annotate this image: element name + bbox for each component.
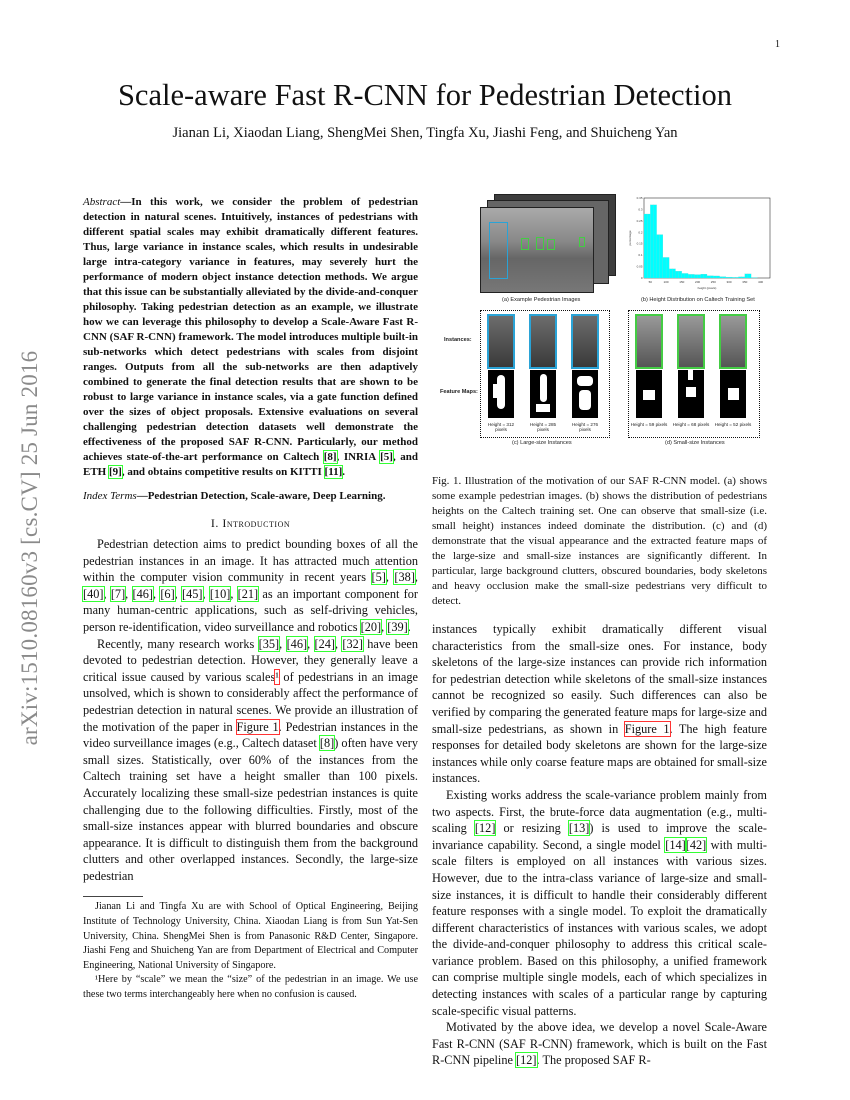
footnotes — [83, 896, 418, 1002]
large-instance — [529, 314, 557, 369]
large-pedestrian-box — [489, 222, 508, 279]
paragraph: Existing works address the scale-variance problem mainly from two aspects. First, the brute-force data augmentation (e.g., multi-scaling [12] or resizing [13]) is used to improve the scale-invariance capability. Second, a single model [14][42] with multi-scale filters is employed on all instances with various sizes. However, due to the intra-class variance of large-size and small-size instances, it is difficult to handle their considerably different feature responses with a single model. To exploit the dramatically different characteristics of instances with various scales, we adopt the divide-and-conquer philosophy to address this critical scale-variance problem. Based on this philosophy, a unified framework can comprise multiple single models, each of which specializes in detecting instances with scales of a particular range by capturing scale-specific visual patterns. — [432, 787, 767, 1018]
x-tick-label: 350 — [742, 280, 748, 284]
large-size-panel — [480, 310, 610, 438]
citation-link[interactable]: [42] — [685, 837, 707, 852]
left-column-body — [83, 536, 418, 884]
footnote-1: ¹Here by “scale” we mean the “size” of the pedestrian in an image. We use these two terms interchangeably here when no confusion is caused. — [83, 974, 418, 1001]
x-tick-label: 50 — [648, 280, 652, 284]
paper-title: Scale-aware Fast R-CNN for Pedestrian Detection — [117, 78, 733, 112]
small-instance — [635, 314, 663, 369]
small-pedestrian-box — [536, 237, 544, 250]
small-feature-map — [636, 370, 662, 418]
x-tick-label: 200 — [695, 280, 701, 284]
citation-link[interactable]: [5] — [371, 570, 386, 585]
citation-link[interactable]: [12] — [474, 821, 496, 836]
citation-link[interactable]: [39] — [387, 619, 408, 634]
small-feature-map — [678, 370, 704, 418]
y-tick-label: 0.25 — [636, 218, 643, 223]
y-tick-label: 0.1 — [638, 253, 643, 258]
histogram-bar — [657, 235, 660, 278]
large-instance — [571, 314, 599, 369]
y-tick-label: 0.2 — [638, 230, 643, 235]
large-height-1: Height = 312 pixels — [487, 422, 515, 433]
figure-link[interactable]: Figure 1 — [624, 721, 670, 736]
histogram-bar — [704, 274, 707, 278]
histogram-bar — [707, 276, 710, 278]
y-tick-label: 0.3 — [638, 207, 643, 212]
histogram-bar — [688, 274, 691, 278]
histogram-bar — [691, 274, 694, 278]
histogram-bar — [694, 275, 697, 278]
figure-link[interactable]: Figure 1 — [236, 719, 279, 734]
citation-link[interactable]: [46] — [286, 636, 308, 651]
histogram-bar — [663, 257, 666, 278]
histogram-bar — [676, 271, 679, 278]
y-tick-label: 0.35 — [636, 196, 643, 200]
citation-link[interactable]: [9] — [108, 466, 122, 478]
index-terms: Index Terms—Pedestrian Detection, Scale-aware, Deep Learning. — [83, 490, 386, 502]
x-tick-label: 150 — [679, 280, 685, 284]
small-pedestrian-box — [579, 237, 585, 247]
paragraph: Recently, many research works [35], [46], [24], [32] have been devoted to pedestrian detection. However, they generally leave a critical issue caused by various scales¹ of pedestrians in an image unsolved, which is shown to considerably affect the performance of pedestrian detection in natural scenes. We provide an illustration of the motivation of the paper in Figure 1. Pedestrian instances in the video surveillance images (e.g., Caltech dataset [8]) often have very small sizes. Statistically, over 60% of the instances from the Caltech training set have a height smaller than 100 pixels. Accurately localizing these small-size pedestrian instances is quite challenging due to the following difficulties. Firstly, most of the small-size instances appear with blurred boundaries and obscure appearance. It is difficult to distinguish them from the background clutters and other overlapped instances. Secondly, the large-size pedestrian — [83, 636, 419, 883]
subfig-a-label: (a) Example Pedestrian Images — [502, 297, 581, 303]
index-terms-label: Index Terms — [83, 490, 137, 502]
paragraph: instances typically exhibit dramatically different visual characteristics from the small-size ones. For instance, body skeletons of the large-size instances can provide rich information for pedestrian detection while skeletons of the small-size instances cannot be recognized so easily. Such differences can also be verified by comparing the generated feature maps for large-size and small-size pedestrians, as shown in Figure 1. The high feature responses for detailed body skeletons are shown for the large-size instances while only coarse feature maps are obtained for small-size instances. — [432, 622, 767, 786]
large-height-3: Height = 276 pixels — [571, 422, 599, 433]
example-image-front — [480, 207, 594, 293]
abstract-text: In this work, we consider the problem of pedestrian detection in natural scenes. Intuitively, instances of pedestrians with different spatial scales may exhibit dramatically different features. Thus, large variance in instance scales, which results in undesirable large intra-category variance in features, may severely hurt the performance of modern object instance detection methods. We argue that this issue can be substantially alleviated by the divide-and-conquer philosophy. Taking pedestrian detection as an example, we illustrate how we can leverage this philosophy to develop a Scale-Aware Fast R-CNN (SAF R-CNN) framework. The model introduces multiple built-in sub-networks which detect pedestrians with scales from disjoint ranges. Outputs from all the sub-networks are then adaptively combined to generate the final detection results that are shown to be robust to large variance in instance scales, via a gate function defined over the sizes of object proposals. Extensive evaluations on several challenging pedestrian detection datasets well demonstrate the effectiveness of the proposed SAF R-CNN. Particularly, our method achieves state-of-the-art performance on Caltech [8], INRIA [5], and ETH [9], and obtains competitive results on KITTI [11]. — [83, 196, 418, 478]
histogram-bar — [716, 276, 719, 278]
histogram-bar — [653, 205, 656, 278]
footnote-affiliations: Jianan Li and Tingfa Xu are with School of Optical Engineering, Beijing Institute of Technology University, China. Xiaodan Liang is from Sun Yat-Sen University, China. ShengMei Shen is from Panasonic R&D Center, Singapore. Jiashi Feng and Shuicheng Yan are from Department of Electrical and Computer Engineering, National University of Singapore. — [83, 901, 418, 971]
large-feature-map — [530, 370, 556, 418]
small-height-2: Height = 68 pixels — [672, 422, 710, 427]
histogram-bar — [679, 271, 682, 278]
citation-link[interactable]: [45] — [182, 586, 203, 601]
small-feature-map — [720, 370, 746, 418]
figure-caption: Fig. 1. Illustration of the motivation of our SAF R-CNN model. (a) shows some example pedestrian images. (b) shows the distribution of pedestrians heights on the Caltech training set. One can observe that small-size (i.e. small height) instances indeed dominate the distribution. (c) and (d) demonstrate that the visual appearance and the extracted feature maps of the large-size and small-size instances are significantly different. In particular, large background clutters, obscured boundaries, body skeletons and heavy occlusion make the small-size pedestrians very difficult to detect. — [432, 475, 767, 607]
histogram-bar — [739, 277, 742, 278]
y-tick-label: 0.05 — [636, 264, 643, 269]
feature-maps-row-label: Feature Maps: — [440, 389, 478, 395]
footnote-divider — [83, 896, 143, 897]
small-instance — [719, 314, 747, 369]
instances-row-label: Instances: — [444, 337, 472, 343]
histogram-bar — [726, 277, 729, 278]
histogram-bar — [672, 269, 675, 278]
histogram-bar — [745, 274, 748, 278]
x-tick-label: 250 — [710, 280, 716, 284]
histogram-bar — [660, 235, 663, 278]
histogram-bar — [698, 275, 701, 278]
small-height-3: Height = 52 pixels — [714, 422, 752, 427]
height-histogram — [628, 196, 774, 292]
citation-link[interactable]: [21] — [237, 586, 259, 601]
figure-1 — [440, 190, 770, 474]
section-heading: I. Introduction — [210, 516, 291, 530]
histogram-bar — [647, 214, 650, 278]
y-axis-label: percentage — [628, 230, 632, 246]
citation-link[interactable]: [7] — [110, 586, 126, 601]
x-axis-label: height (pixels) — [697, 286, 717, 290]
small-height-1: Height = 59 pixels — [630, 422, 668, 427]
histogram-bar — [666, 257, 669, 278]
citation-link[interactable]: [46] — [132, 586, 153, 601]
y-tick-label: 0.15 — [636, 241, 643, 246]
x-tick-label: 400 — [758, 280, 764, 284]
histogram-bar — [720, 277, 723, 278]
small-instance — [677, 314, 705, 369]
citation-link[interactable]: [32] — [342, 636, 363, 651]
citation-link[interactable]: [12] — [516, 1053, 537, 1068]
citation-link[interactable]: [24] — [314, 636, 335, 651]
right-column — [432, 190, 767, 1069]
abstract-label: Abstract — [83, 196, 121, 208]
large-instance — [487, 314, 515, 369]
histogram-bar — [685, 273, 688, 278]
x-tick-label: 100 — [663, 280, 669, 284]
citation-link[interactable]: [6] — [160, 586, 175, 601]
citation-link[interactable]: [14] — [665, 837, 686, 852]
paper-authors: Jianan Li, Xiaodan Liang, ShengMei Shen, Tingfa Xu, Jiashi Feng, and Shuicheng Yan — [172, 125, 678, 141]
page-number: 1 — [775, 39, 780, 50]
large-height-2: Height = 285 pixels — [529, 422, 557, 433]
citation-link[interactable]: [40] — [83, 586, 104, 601]
x-tick-label: 300 — [726, 280, 732, 284]
subfig-c-label: (c) Large-size Instances — [512, 440, 572, 446]
small-pedestrian-box — [547, 239, 555, 250]
y-tick-label: 0 — [640, 276, 643, 280]
citation-link[interactable]: [8] — [319, 736, 335, 751]
subfig-b-label: (b) Height Distribution on Caltech Training Set — [641, 297, 755, 303]
citation-link[interactable]: [38] — [394, 570, 415, 585]
citation-link[interactable]: [11] — [324, 466, 343, 478]
large-feature-map — [572, 370, 598, 418]
arxiv-stamp[interactable]: arXiv:1510.08160v3 [cs.CV] 25 Jun 2016 — [17, 350, 42, 746]
right-column-body — [432, 621, 767, 1069]
histogram-bar — [669, 269, 672, 278]
left-column — [83, 195, 418, 1003]
footnote-link[interactable]: ¹ — [275, 669, 279, 684]
paragraph: Motivated by the above idea, we develop a novel Scale-Aware Fast R-CNN (SAF R-CNN) framework, which is built on the Fast R-CNN pipeline [12]. The proposed SAF R- — [432, 1020, 767, 1068]
histogram-bar — [644, 214, 647, 278]
citation-link[interactable]: [20] — [360, 619, 382, 634]
citation-link[interactable]: [10] — [209, 586, 231, 601]
histogram-bar — [682, 273, 685, 278]
paragraph: Pedestrian detection aims to predict bounding boxes of all the pedestrian instances in an image. It has attracted much attention within the computer vision community in recent years [5], [38], [40], [7], [46], [6], [45], [10], [21] as an important component for many human-centric applications, such as self-driving vehicles, person re-identification, video surveillance and robotics [20], [39]. — [83, 537, 419, 634]
histogram-bar — [713, 276, 716, 278]
histogram-bar — [742, 277, 745, 278]
index-terms-text: Pedestrian Detection, Scale-aware, Deep Learning. — [147, 490, 386, 502]
large-feature-map — [488, 370, 514, 418]
subfig-d-label: (d) Small-size Instances — [665, 440, 725, 446]
histogram-bar — [701, 274, 704, 278]
histogram-bar — [735, 277, 738, 278]
histogram-bar — [710, 276, 713, 278]
histogram-bar — [650, 205, 653, 278]
citation-link[interactable]: [35] — [258, 636, 280, 651]
citation-link[interactable]: [8] — [323, 451, 337, 463]
small-size-panel — [628, 310, 760, 438]
histogram-bar — [748, 274, 751, 278]
histogram-bar — [723, 277, 726, 278]
abstract: Abstract—In this work, we consider the problem of pedestrian detection in natural scenes. Intuitively, instances of pedestrians with different spatial scales may exhibit dramatically different features. Thus, large variance in instance scales, which results in undesirable large intra-category variance in features, may severely hurt the performance of modern object instance detection methods. We argue that this issue can be substantially alleviated by the divide-and-conquer philosophy. Taking pedestrian detection as an example, we illustrate how we can leverage this philosophy to develop a Scale-Aware Fast R-CNN (SAF R-CNN) framework. The model introduces multiple built-in sub-networks which detect pedestrians with scales from disjoint ranges. Outputs from all the sub-networks are then adaptively combined to generate the final detection results that are shown to be robust to large variance in instance scales, via a gate function defined over the sizes of object proposals. Extensive evaluations on several challenging pedestrian detection datasets well demonstrate the effectiveness of the proposed SAF R-CNN. Particularly, our method achieves state-of-the-art performance on Caltech [8], INRIA [5], and ETH [9], and obtains competitive results on KITTI [11]. — [83, 196, 418, 478]
histogram-bar — [732, 277, 735, 278]
citation-link[interactable]: [5] — [380, 451, 393, 463]
small-pedestrian-box — [521, 238, 529, 250]
histogram-bar — [729, 277, 732, 278]
citation-link[interactable]: [13] — [568, 821, 590, 836]
